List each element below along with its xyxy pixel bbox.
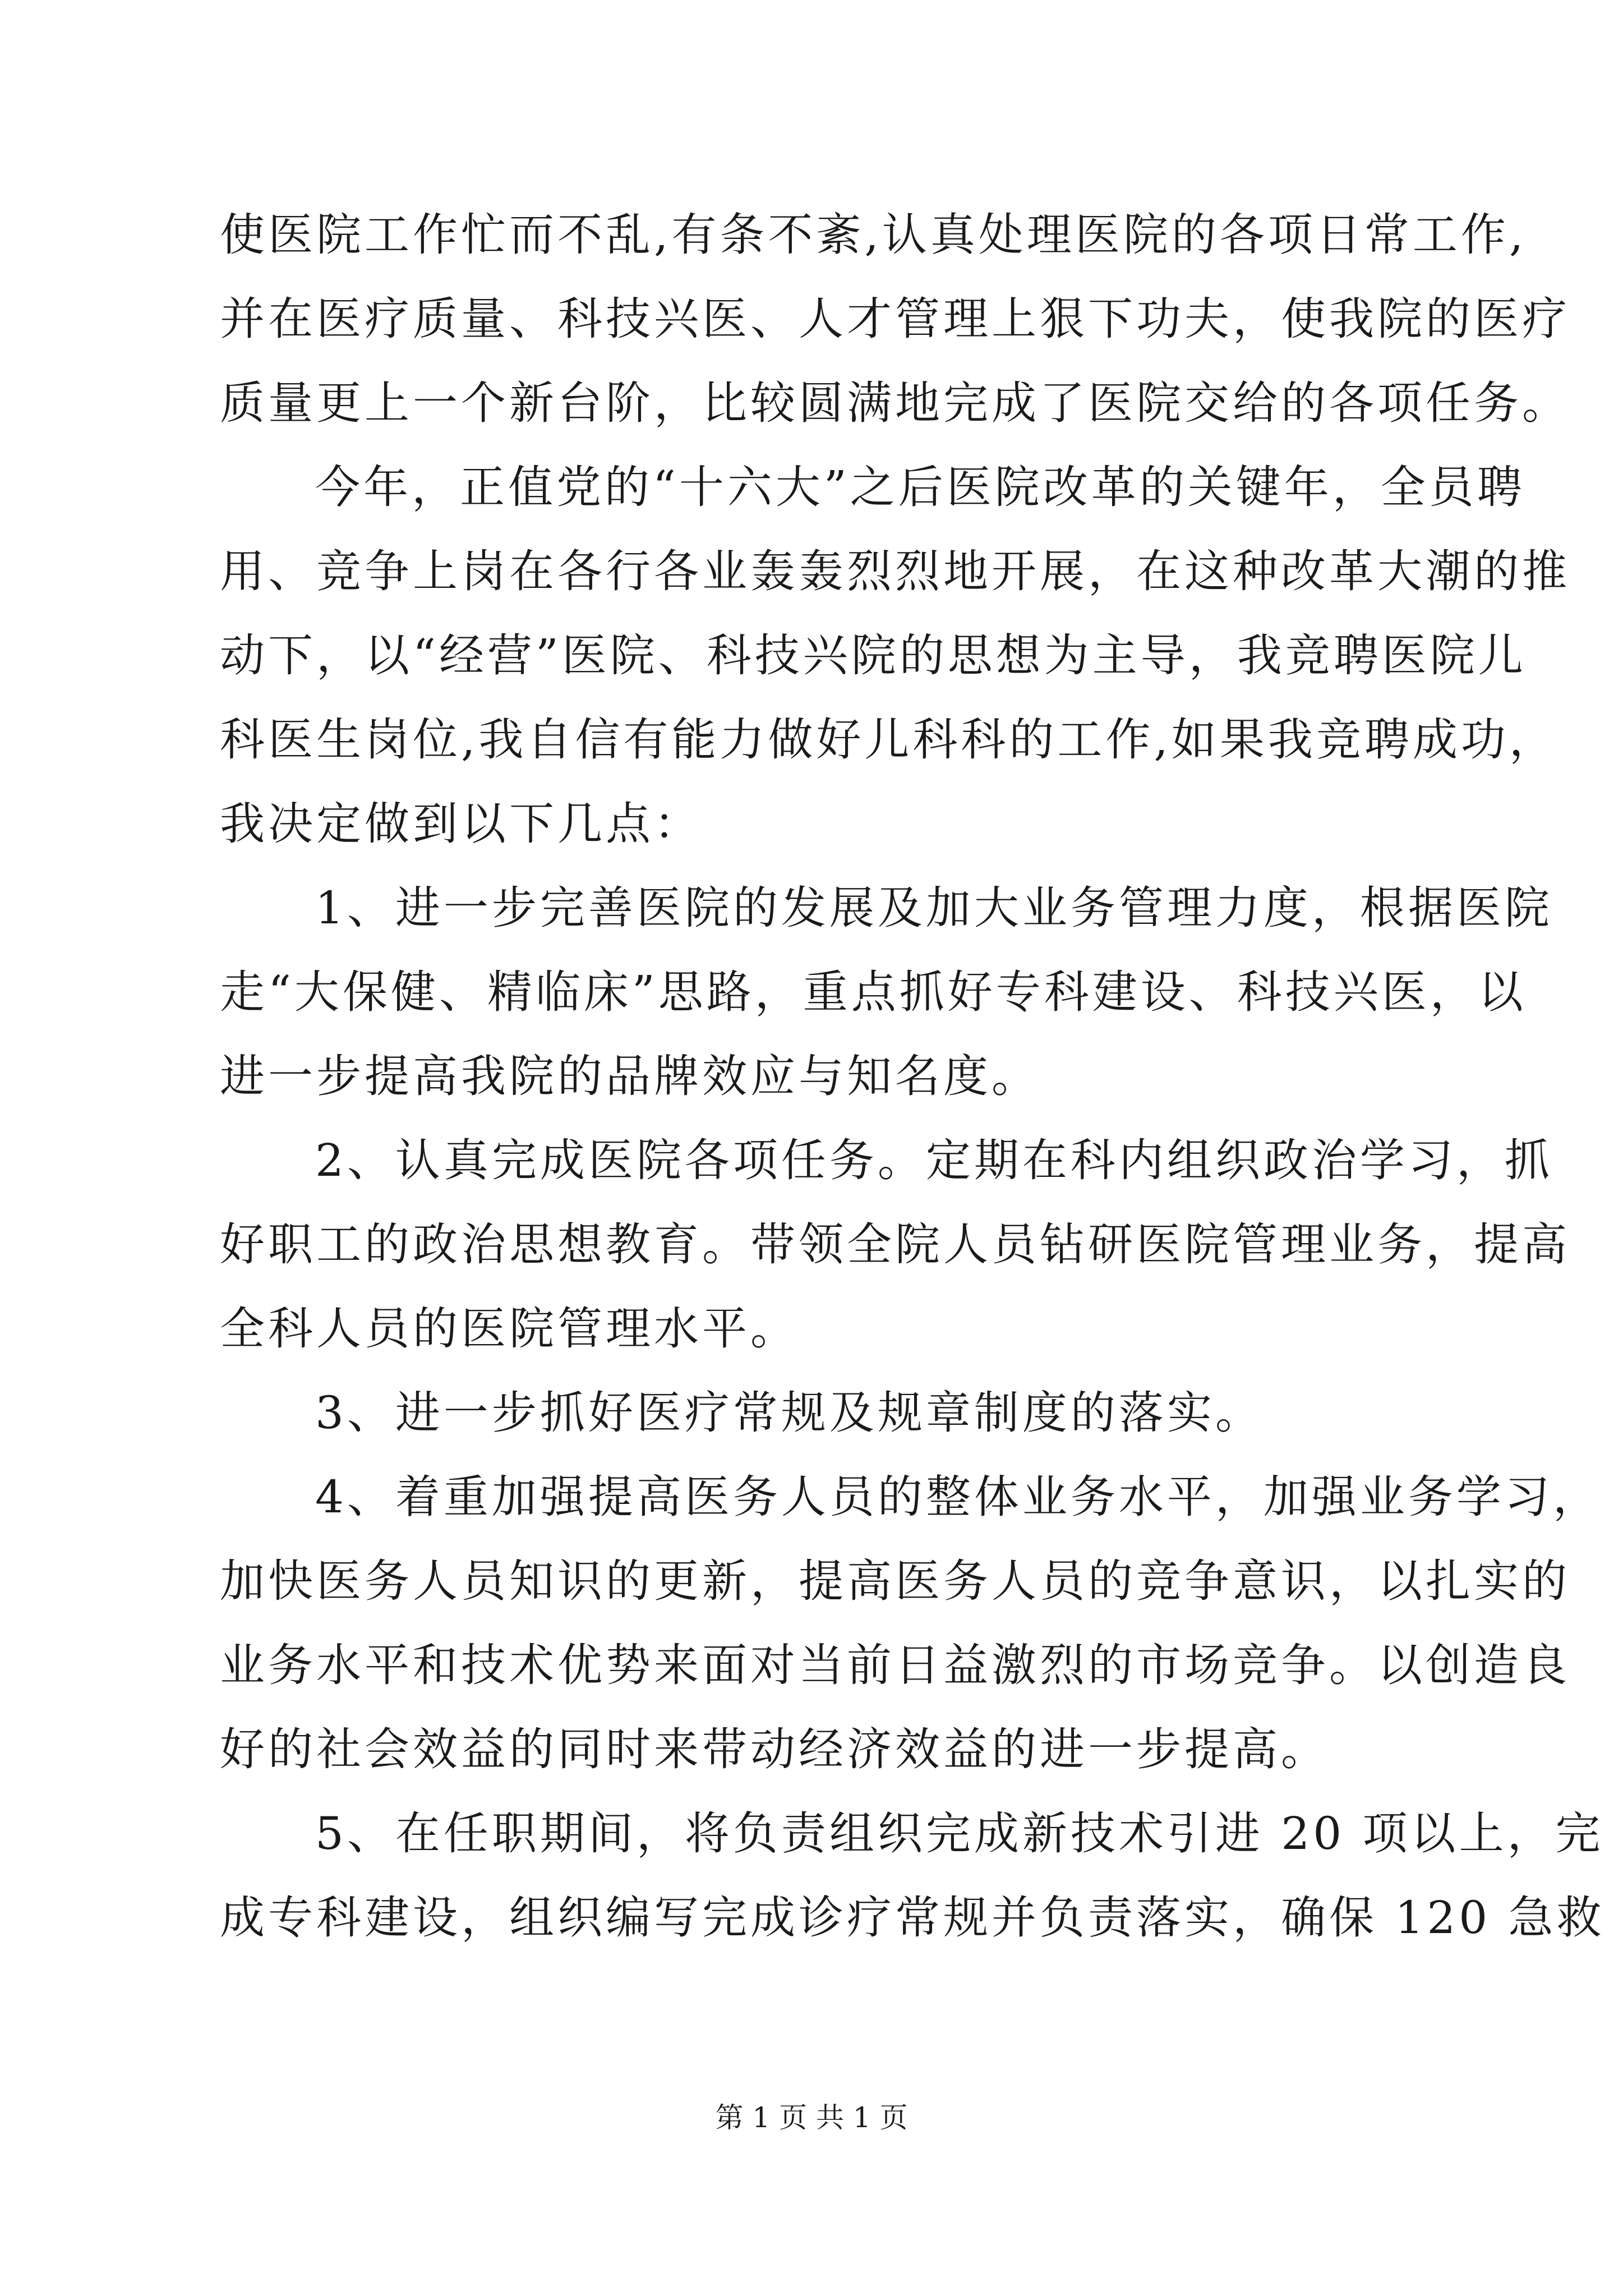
list-item-5-line: 5、在任职期间，将负责组织完成新技术引进 20 项以上，完 — [315, 1807, 1604, 1860]
text-line: 使医院工作忙而不乱,有条不紊,认真处理医院的各项日常工作, — [220, 209, 1527, 261]
text-line: 并在医疗质量、科技兴医、人才管理上狠下功夫，使我院的医疗 — [220, 293, 1570, 345]
page-footer: 第 1 页 共 1 页 — [715, 2101, 908, 2134]
text-line: 好的社会效益的同时来带动经济效益的进一步提高。 — [220, 1723, 1329, 1775]
list-item-4-line: 4、着重加强提高医务人员的整体业务水平，加强业务学习， — [315, 1471, 1601, 1523]
text-line: 成专科建设，组织编写完成诊疗常规并负责落实，确保 120 急救 — [220, 1892, 1605, 1944]
text-line: 进一步提高我院的品牌效应与知名度。 — [220, 1050, 1040, 1102]
text-line: 用、竞争上岗在各行各业轰轰烈烈地开展，在这种改革大潮的推 — [220, 545, 1570, 597]
text-line: 全科人员的医院管理水平。 — [220, 1303, 799, 1355]
text-line: 走“大保健、精临床”思路，重点抓好专科建设、科技兴医，以 — [220, 966, 1527, 1018]
text-line: 好职工的政治思想教育。带领全院人员钻研医院管理业务，提高 — [220, 1218, 1570, 1271]
text-line: 科医生岗位,我自信有能力做好儿科科的工作,如果我竞聘成功， — [220, 714, 1557, 766]
text-line: 质量更上一个新台阶，比较圆满地完成了医院交给的各项任务。 — [220, 377, 1570, 429]
text-line: 加快医务人员知识的更新，提高医务人员的竞争意识，以扎实的 — [220, 1555, 1570, 1607]
paragraph-start-line: 今年，正值党的“十六大”之后医院改革的关键年，全员聘 — [315, 461, 1525, 513]
list-item-2-line: 2、认真完成医院各项任务。定期在科内组织政治学习，抓 — [315, 1134, 1553, 1186]
text-line: 业务水平和技术优势来面对当前日益激烈的市场竞争。以创造良 — [220, 1639, 1570, 1691]
list-item-3-line: 3、进一步抓好医疗常规及规章制度的落实。 — [315, 1387, 1264, 1439]
document-body — [220, 193, 1605, 1960]
text-line: 动下，以“经营”医院、科技兴院的思想为主导，我竞聘医院儿 — [220, 629, 1527, 682]
text-line: 我决定做到以下几点： — [220, 798, 702, 850]
list-item-1-line: 1、进一步完善医院的发展及加大业务管理力度，根据医院 — [315, 882, 1553, 934]
